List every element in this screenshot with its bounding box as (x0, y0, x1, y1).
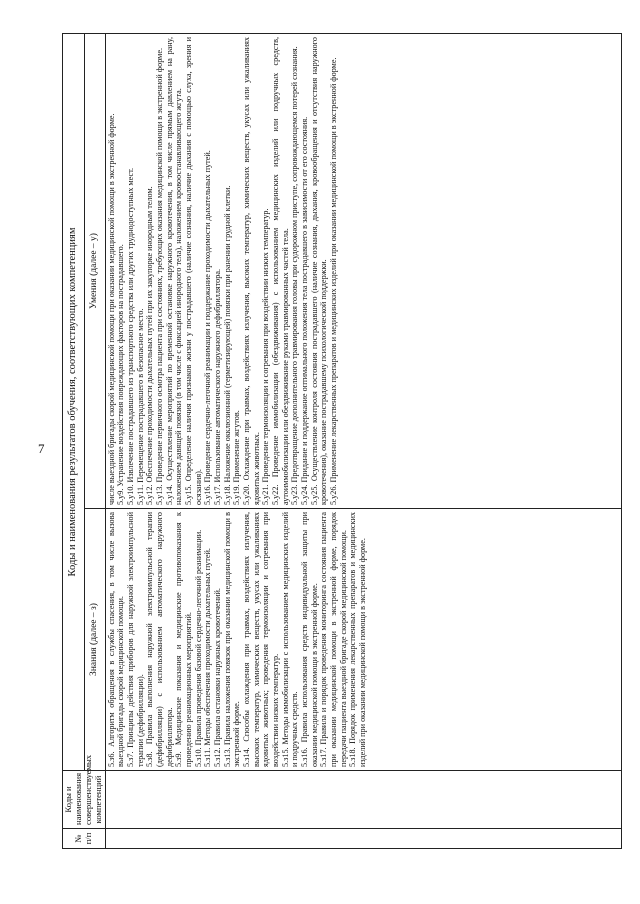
knowledge-item: 5.з11. Методы обеспечения проходимости дыхательных путей. (203, 548, 213, 767)
cell-skills (105, 33, 622, 508)
skill-item: 5.у17. Использование автоматического наружного дефибриллятора. (212, 268, 222, 505)
skill-item: 5.у14. Осуществление мероприятий по временной остановке наружного кровотечения, в том числе прямым давлением на рану, наложением давящей повязки (в том числе с фиксацией инородного тела), наложением кровоостанавливающего жгута. (164, 36, 184, 505)
skill-item: 5.у10. Извлечение пострадавшего из транспортного средства или других труднодоступных мест. (125, 167, 135, 505)
page-number: 7 (38, 441, 45, 456)
skill-item: 5.у23. Предотвращение дополнительного травмирования головы при судорожном приступе, сопровождающемся потерей сознания. (290, 46, 300, 505)
skill-item: 5.у15. Определение наличия признаков жизни у пострадавшего (наличие сознания, наличие дыхания с помощью слуха, зрения и осязания). (183, 36, 203, 505)
skill-item: 5.у13. Проведение первичного осмотра пациента при состояниях, требующих оказания медицинской помощи в экстренной форме. (154, 47, 164, 505)
knowledge-item: 5.з10. Правила проведения базовой сердечно-легочной реанимации. (193, 529, 203, 767)
cell-competency-codes (105, 771, 622, 829)
knowledge-item: 5.з7. Принципы действия приборов для наружной электроимпульсной терапии (дефибрилляции). (125, 512, 145, 767)
knowledge-item: 5.з9. Медицинские показания и медицинские противопоказания к проведению реанимационных мероприятий. (174, 512, 193, 767)
column-header-learning-results: Коды и наименования результатов обучения, соответствующих компетенциям (63, 33, 85, 770)
knowledge-list (107, 512, 368, 767)
column-header-number: № п/п (63, 829, 106, 849)
knowledge-item: 5.з13. Правила наложения повязок при оказании медицинской помощи в экстренной форме. (222, 512, 242, 767)
knowledge-item: 5.з18. Порядок применения лекарственных препаратов и медицинских изделий при оказании медицинской помощи в экстренной форме. (348, 512, 367, 767)
knowledge-item: 5.з12. Правила остановки наружных кровотечений. (212, 588, 222, 767)
table-row (105, 33, 622, 848)
competencies-table (62, 33, 622, 849)
knowledge-item: 5.з16. Правила использования средств индивидуальной защиты при оказании медицинской помощи в экстренной форме. (299, 512, 319, 767)
skill-item: 5.у18. Наложение окклюзионной (герметизирующей) повязки при ранении грудной клетки. (222, 185, 232, 505)
skill-item: 5.у11. Перемещение пострадавшего в безопасное место. (135, 308, 145, 505)
skill-item: 5.у25. Осуществление контроля состояния пострадавшего (наличие сознания, дыхания, кровообращения и отсутствия наружного кровотечения), оказание пострадавшему психологической поддержки. (309, 36, 329, 505)
knowledge-item: 5.з8. Правила выполнения наружной электроимпульсной терапии (дефибрилляции) с использованием автоматического наружного дефибриллятора. (145, 512, 174, 767)
skill-item: 5.у20. Охлаждение при травмах, воздействиях излучения, высоких температур, химических веществ, укусах или ужаливаниях ядовитых животных. (241, 36, 261, 505)
knowledge-item: 5.з14. Способы охлаждения при травмах, воздействиях излучения, высоких температур, химических веществ, укусах или ужаливаниях ядовитых животных; проведения термоизоляции и согревания при воздействии низких температур. (241, 512, 280, 767)
skill-item: числе выездной бригады скорой медицинской помощи при оказании медицинской помощи в экстренной форме. (106, 113, 116, 505)
knowledge-item: 5.з17. Правила и порядок проведения мониторинга состояния пациента при оказании медицинской помощи в экстренной форме, порядок передачи пациента выездной бригаде скорой медицинской помощи. (319, 512, 348, 767)
rotated-page-content (62, 34, 622, 849)
skill-item: 5.у19. Применение жгутов. (232, 410, 242, 505)
skill-item: 5.у9. Устранение воздействия повреждающих факторов на пострадавшего. (116, 244, 126, 505)
column-header-competency-codes: Коды и наименования совершенствуемых компетенций (63, 771, 106, 829)
skill-item: 5.у16. Проведение сердечно-легочной реанимации и поддержание проходимости дыхательных путей. (203, 150, 213, 505)
skill-item: 5.у26. Применение лекарственных препаратов и медицинских изделий при оказании медицинской помощи в экстренной форме. (328, 57, 338, 505)
skill-item: 5.у22. Проведение иммобилизации (обездвиживания) с использованием медицинских изделий или подручных средств, аутоиммобилизации или обездвиживание руками травмированных частей тела. (270, 36, 290, 505)
skills-list (107, 37, 339, 505)
column-header-knowledge: Знания (далее – з) (85, 509, 105, 771)
skill-item: 5.у21. Проведение термоизоляции и согревания при воздействии низких температур. (261, 208, 271, 505)
column-header-skills: Умения (далее – у) (85, 33, 105, 508)
cell-knowledge (105, 509, 622, 771)
skill-item: 5.у12. Обеспечение проходимости дыхательных путей при их закупорке инородным телом. (145, 186, 155, 505)
skill-item: 5.у24. Придание и поддержание оптимального положения тела пострадавшего в зависимости от его состояния. (299, 116, 309, 505)
knowledge-item: 5.з6. Алгоритм обращения в службы спасения, в том числе вызова выездной бригады скорой медицинской помощи. (106, 512, 126, 767)
knowledge-item: 5.з15. Методы иммобилизации с использованием медицинских изделий и подручных средств. (280, 512, 300, 767)
cell-number (105, 829, 622, 849)
